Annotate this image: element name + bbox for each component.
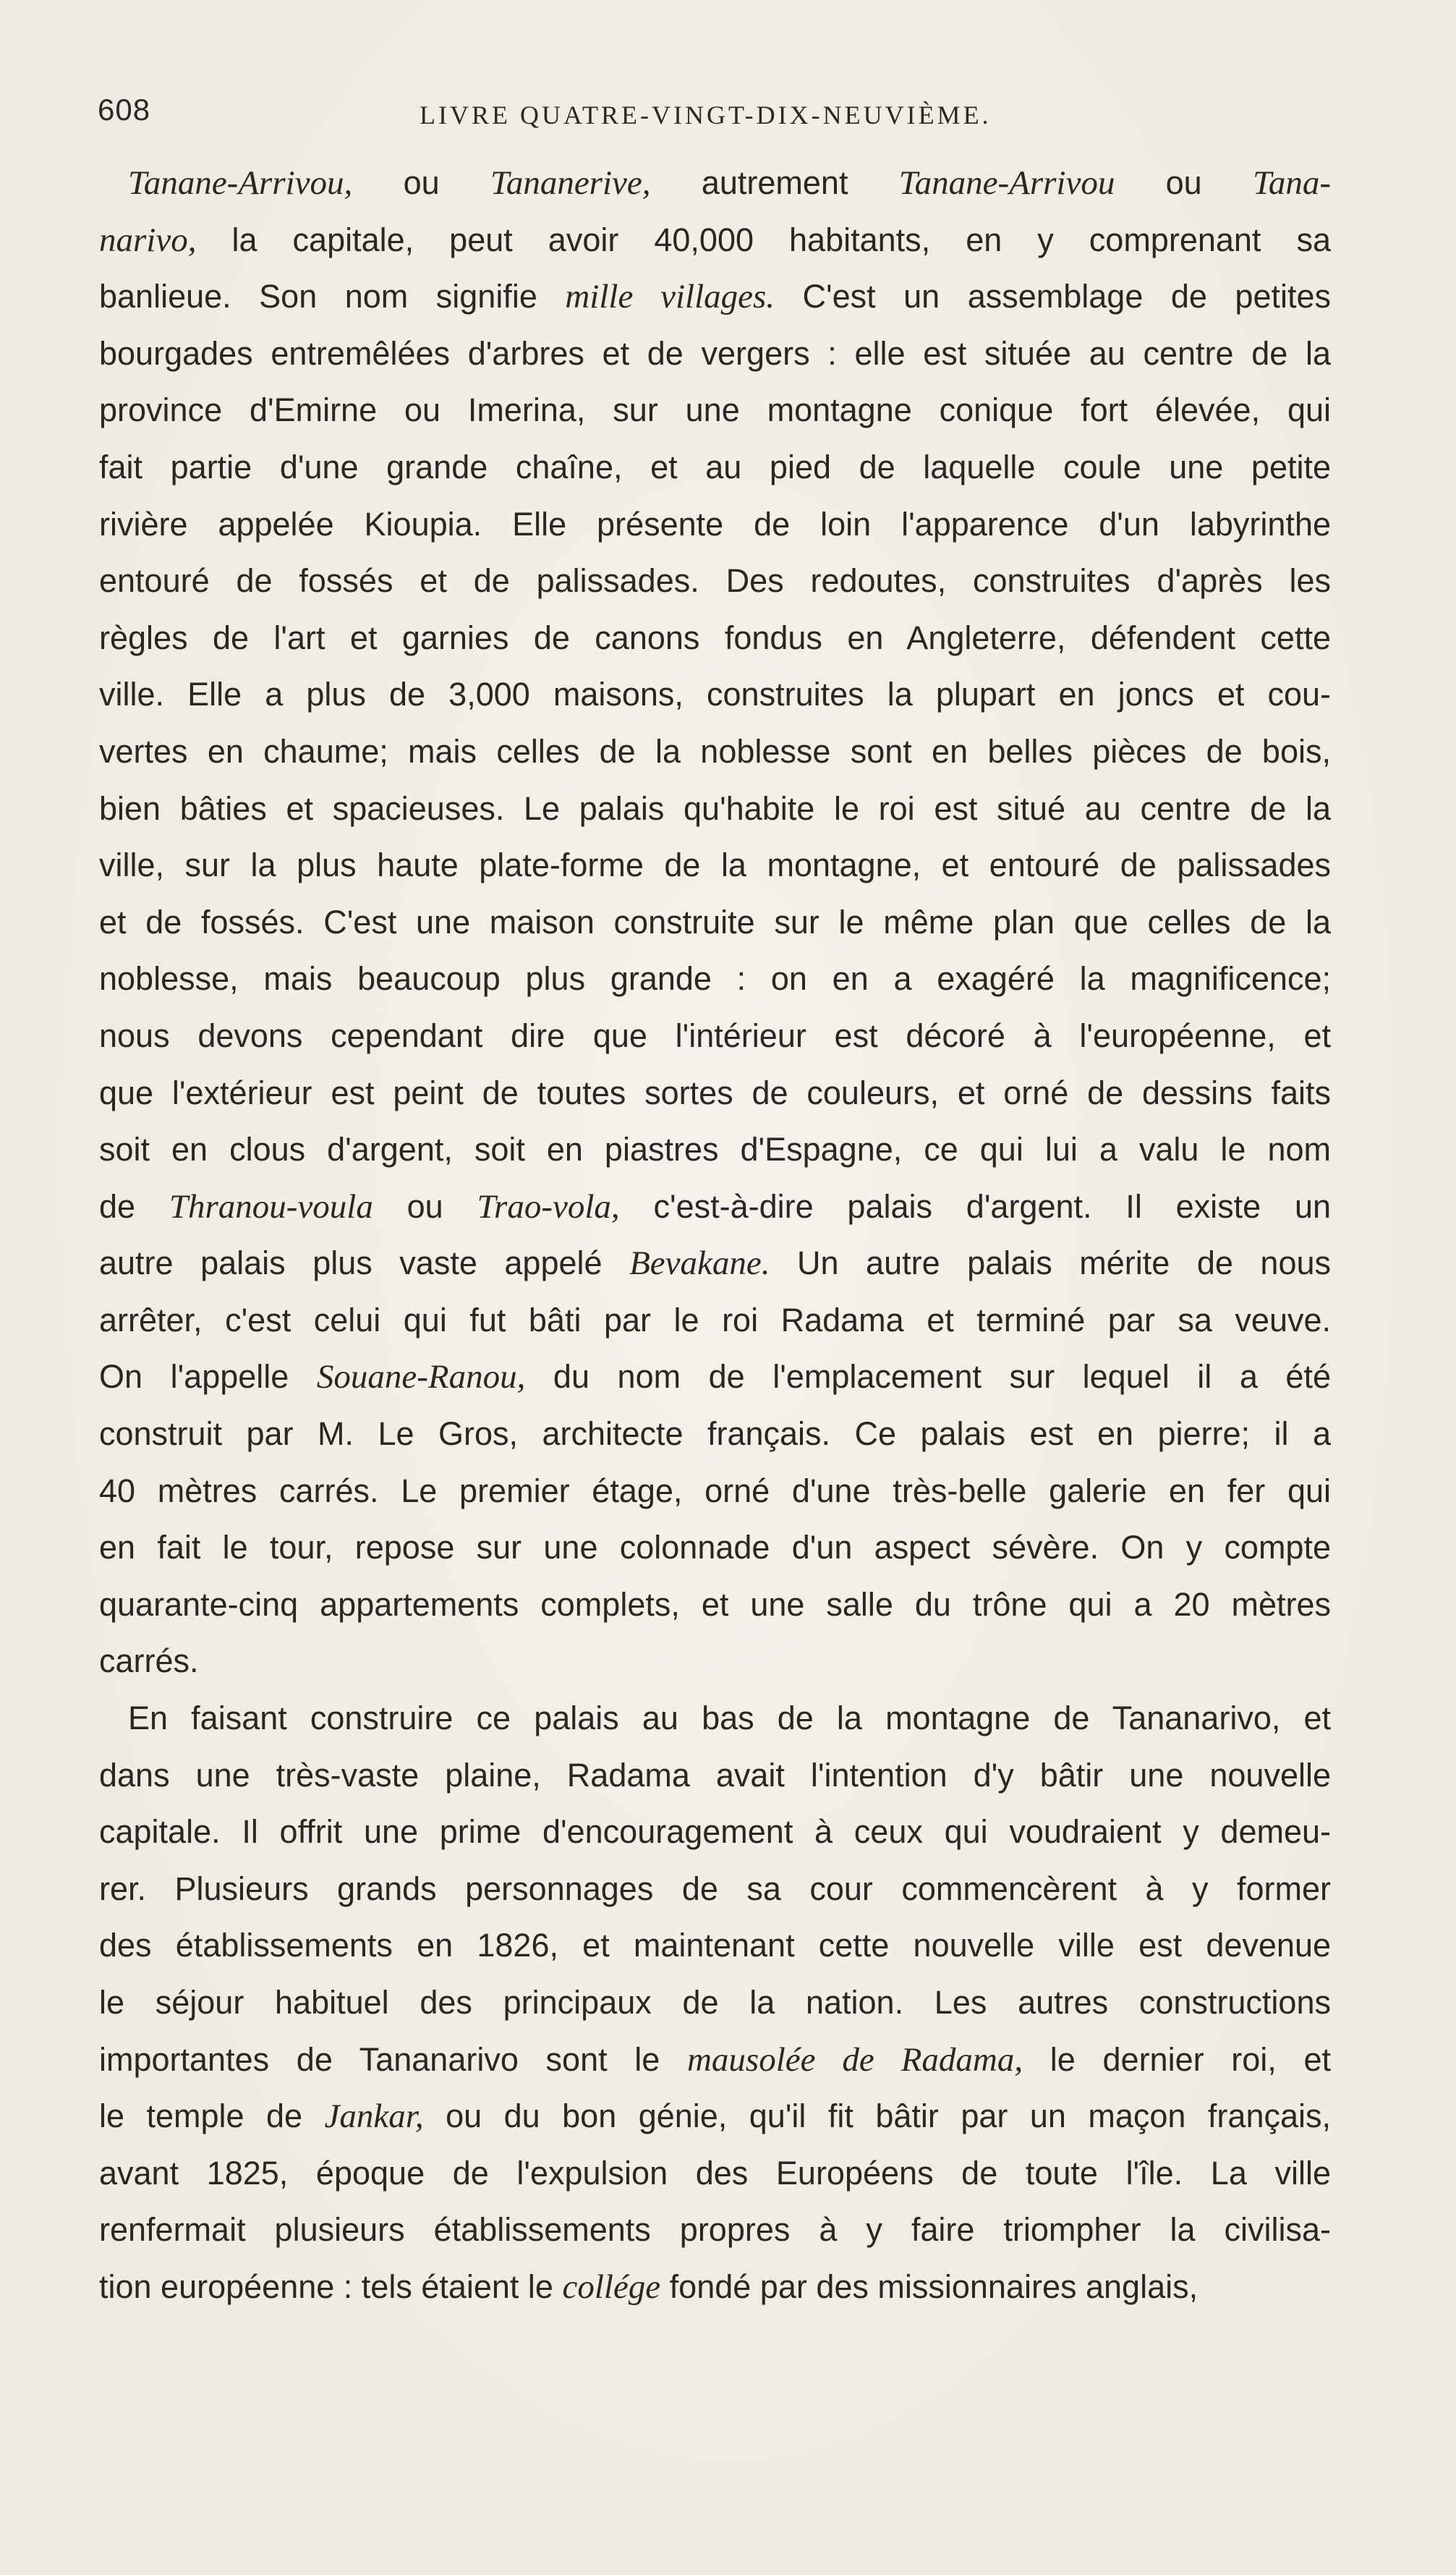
- text-run: ou: [1115, 164, 1253, 201]
- page-number: 608: [98, 93, 151, 127]
- text-run: ville. Elle a plus de 3,000 maisons, construites la plupart en joncs et cou-: [99, 676, 1331, 713]
- text-run: En faisant construire ce palais au bas de la montagne de Tananarivo, et: [128, 1700, 1331, 1737]
- italic-text: Jankar,: [324, 2097, 424, 2136]
- text-run: ou: [352, 164, 490, 201]
- text-line: [99, 1861, 1331, 1918]
- text-run: vertes en chaume; mais celles de la noblesse sont en belles pièces de bois,: [99, 732, 1331, 770]
- text-run: ville, sur la plus haute plate-forme de la montagne, et entouré de palissades: [99, 847, 1331, 884]
- text-line: [99, 1179, 1331, 1236]
- text-run: c'est-à-dire palais d'argent. Il existe un: [619, 1187, 1332, 1225]
- text-line: [99, 1747, 1331, 1804]
- text-line: [99, 155, 1331, 212]
- text-line: [99, 439, 1331, 496]
- text-line: [99, 666, 1331, 724]
- text-run: autre palais plus vaste appelé: [99, 1244, 630, 1282]
- text-line: [99, 2259, 1331, 2316]
- text-run: soit en clous d'argent, soit en piastres d'Espagne, ce qui lui a valu le nom: [99, 1131, 1331, 1168]
- text-run: capitale. Il offrit une prime d'encouragement à ceux qui voudraient y demeu-: [99, 1813, 1331, 1851]
- text-run: avant 1825, époque de l'expulsion des Européens de toute l'île. La ville: [99, 2154, 1331, 2192]
- text-run: le temple de: [99, 2097, 325, 2135]
- text-line: [99, 951, 1331, 1008]
- text-run: nous devons cependant dire que l'intérieur est décoré à l'européenne, et: [99, 1017, 1331, 1054]
- text-line: [99, 1292, 1331, 1349]
- italic-text: Trao-vola,: [477, 1187, 620, 1226]
- text-run: ou: [372, 1187, 477, 1225]
- text-run: entouré de fossés et de palissades. Des redoutes, construites d'après les: [99, 562, 1331, 600]
- text-run: noblesse, mais beaucoup plus grande : on en a exagéré la magnificence;: [99, 960, 1331, 998]
- italic-text: Tana-: [1253, 164, 1332, 202]
- page-header: [98, 93, 1385, 136]
- text-line: [99, 1463, 1331, 1520]
- text-run: quarante-cinq appartements complets, et une salle du trône qui a 20 mètres: [99, 1585, 1331, 1623]
- text-line: [99, 496, 1331, 553]
- italic-text: Tananerive,: [490, 164, 651, 202]
- running-title: LIVRE QUATRE-VINGT-DIX-NEUVIÈME.: [420, 101, 992, 130]
- text-run: fait partie d'une grande chaîne, et au pied de laquelle coule une petite: [99, 448, 1331, 485]
- text-run: et de fossés. C'est une maison construite sur le même plan que celles de la: [99, 903, 1331, 941]
- text-line: [99, 1974, 1331, 2032]
- text-line: [99, 212, 1331, 269]
- text-run: la capitale, peut avoir 40,000 habitants, en y comprenant sa: [196, 221, 1331, 258]
- italic-text: mausolée de Radama,: [686, 2040, 1023, 2079]
- text-run: que l'extérieur est peint de toutes sortes de couleurs, et orné de dessins faits: [99, 1074, 1331, 1111]
- italic-text: Tanane-Arrivou: [898, 164, 1115, 202]
- text-line: [99, 1633, 1331, 1690]
- italic-text: Tanane-Arrivou,: [128, 164, 353, 202]
- italic-text: Souane-Ranou,: [316, 1358, 526, 1396]
- text-run: On l'appelle: [99, 1358, 317, 1396]
- text-run: 40 mètres carrés. Le premier étage, orné d'une très-belle galerie en fer qui: [99, 1472, 1331, 1509]
- text-run: tion européenne : tels étaient le: [99, 2268, 563, 2305]
- italic-text: Thranou-voula: [169, 1187, 373, 1226]
- italic-text: Bevakane.: [629, 1244, 770, 1283]
- text-line: [99, 2032, 1331, 2089]
- text-run: le séjour habituel des principaux de la nation. Les autres constructions: [99, 1984, 1331, 2021]
- text-run: règles de l'art et garnies de canons fondus en Angleterre, défendent cette: [99, 619, 1331, 656]
- text-line: [99, 2145, 1331, 2202]
- text-run: des établissements en 1826, et maintenant cette nouvelle ville est devenue: [99, 1927, 1331, 1964]
- text-line: [99, 1804, 1331, 1861]
- text-line: [99, 724, 1331, 781]
- text-line: [99, 1008, 1331, 1065]
- text-run: renfermait plusieurs établissements propres à y faire triompher la civilisa-: [99, 2211, 1331, 2249]
- text-line: [99, 1519, 1331, 1577]
- italic-text: mille villages.: [565, 278, 775, 316]
- text-line: [99, 1690, 1331, 1747]
- text-run: C'est un assemblage de petites: [775, 278, 1331, 315]
- text-line: [99, 382, 1331, 439]
- text-run: banlieue. Son nom signifie: [99, 278, 566, 315]
- text-line: [99, 2202, 1331, 2259]
- text-run: arrêter, c'est celui qui fut bâti par le roi Radama et terminé par sa veuve.: [99, 1301, 1331, 1339]
- text-line: [99, 610, 1331, 667]
- text-run: carrés.: [99, 1642, 199, 1680]
- text-run: rer. Plusieurs grands personnages de sa cour commencèrent à y former: [99, 1870, 1331, 1907]
- text-line: [99, 268, 1331, 326]
- text-line: [99, 553, 1331, 610]
- text-line: [99, 1406, 1331, 1463]
- text-run: construit par M. Le Gros, architecte français. Ce palais est en pierre; il a: [99, 1415, 1331, 1453]
- text-line: [99, 326, 1331, 383]
- text-run: dans une très-vaste plaine, Radama avait l'intention d'y bâtir une nouvelle: [99, 1756, 1331, 1794]
- text-line: [99, 781, 1331, 838]
- text-line: [99, 1577, 1331, 1634]
- text-run: de: [99, 1187, 169, 1225]
- text-line: [99, 1349, 1331, 1406]
- text-run: Un autre palais mérite de nous: [770, 1244, 1331, 1282]
- text-run: ou du bon génie, qu'il fit bâtir par un maçon français,: [423, 2097, 1331, 2135]
- italic-text: collége: [562, 2268, 661, 2306]
- italic-text: narivo,: [99, 221, 197, 259]
- text-run: rivière appelée Kioupia. Elle présente de loin l'apparence d'un labyrinthe: [99, 505, 1331, 543]
- text-line: [99, 1121, 1331, 1179]
- text-line: [99, 1235, 1331, 1292]
- text-line: [99, 1917, 1331, 1974]
- text-run: province d'Emirne ou Imerina, sur une montagne conique fort élevée, qui: [99, 391, 1331, 429]
- text-run: fondé par des missionnaires anglais,: [660, 2268, 1199, 2305]
- text-run: bourgades entremêlées d'arbres et de vergers : elle est située au centre de la: [99, 334, 1331, 372]
- text-run: en fait le tour, repose sur une colonnade d'un aspect sévère. On y compte: [99, 1529, 1331, 1566]
- text-line: [99, 837, 1331, 894]
- text-run: le dernier roi, et: [1023, 2040, 1331, 2078]
- text-line: [99, 1065, 1331, 1122]
- text-line: [99, 894, 1331, 951]
- text-run: importantes de Tananarivo sont le: [99, 2040, 687, 2078]
- text-line: [99, 2088, 1331, 2145]
- text-run: du nom de l'emplacement sur lequel il a été: [525, 1358, 1331, 1396]
- text-run: bien bâties et spacieuses. Le palais qu'habite le roi est situé au centre de la: [99, 789, 1331, 827]
- text-run: autrement: [650, 164, 899, 201]
- body-text: [99, 155, 1331, 2316]
